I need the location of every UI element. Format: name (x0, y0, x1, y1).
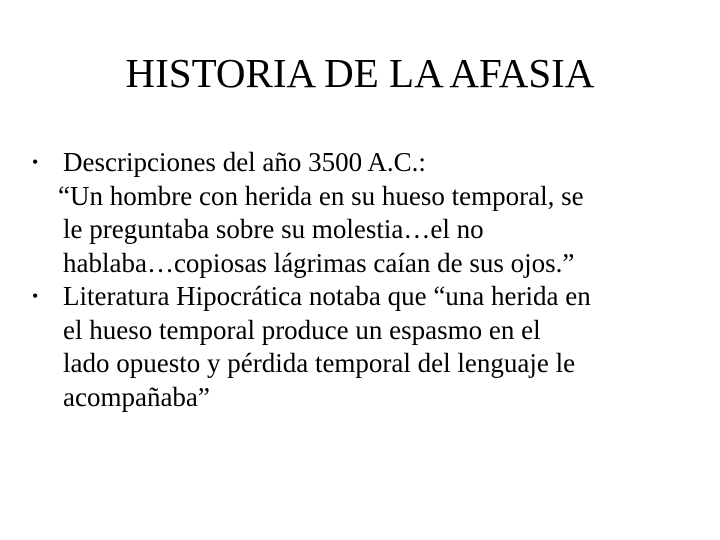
bullet-2-line-2: el hueso temporal produce un espasmo en el (63, 314, 541, 345)
bullet-1-line-1 (26, 146, 706, 180)
slide-body (26, 146, 706, 414)
bullet-1-line-2: “Un hombre con herida en su hueso temporal, se (58, 180, 584, 211)
slide-title: HISTORIA DE LA AFASIA (125, 50, 595, 96)
bullet-2-text-1: Literatura Hipocrática notaba que “una herida en (63, 281, 591, 311)
bullet-1-line-3: le preguntaba sobre su molestia…el no (63, 214, 484, 244)
bullet-2-marker: • (32, 286, 39, 306)
bullet-1-line-4: hablaba…copiosas lágrimas caían de sus ojos.” (63, 247, 575, 278)
bullet-2-line-4: acompañaba” (63, 381, 210, 412)
bullet-2-line-3: lado opuesto y pérdida temporal del lenguaje le (63, 348, 576, 378)
bullet-2-line-1 (26, 280, 706, 314)
bullet-1-marker: • (32, 152, 39, 172)
bullet-1-text-1: Descripciones del año 3500 A.C.: (63, 147, 426, 177)
